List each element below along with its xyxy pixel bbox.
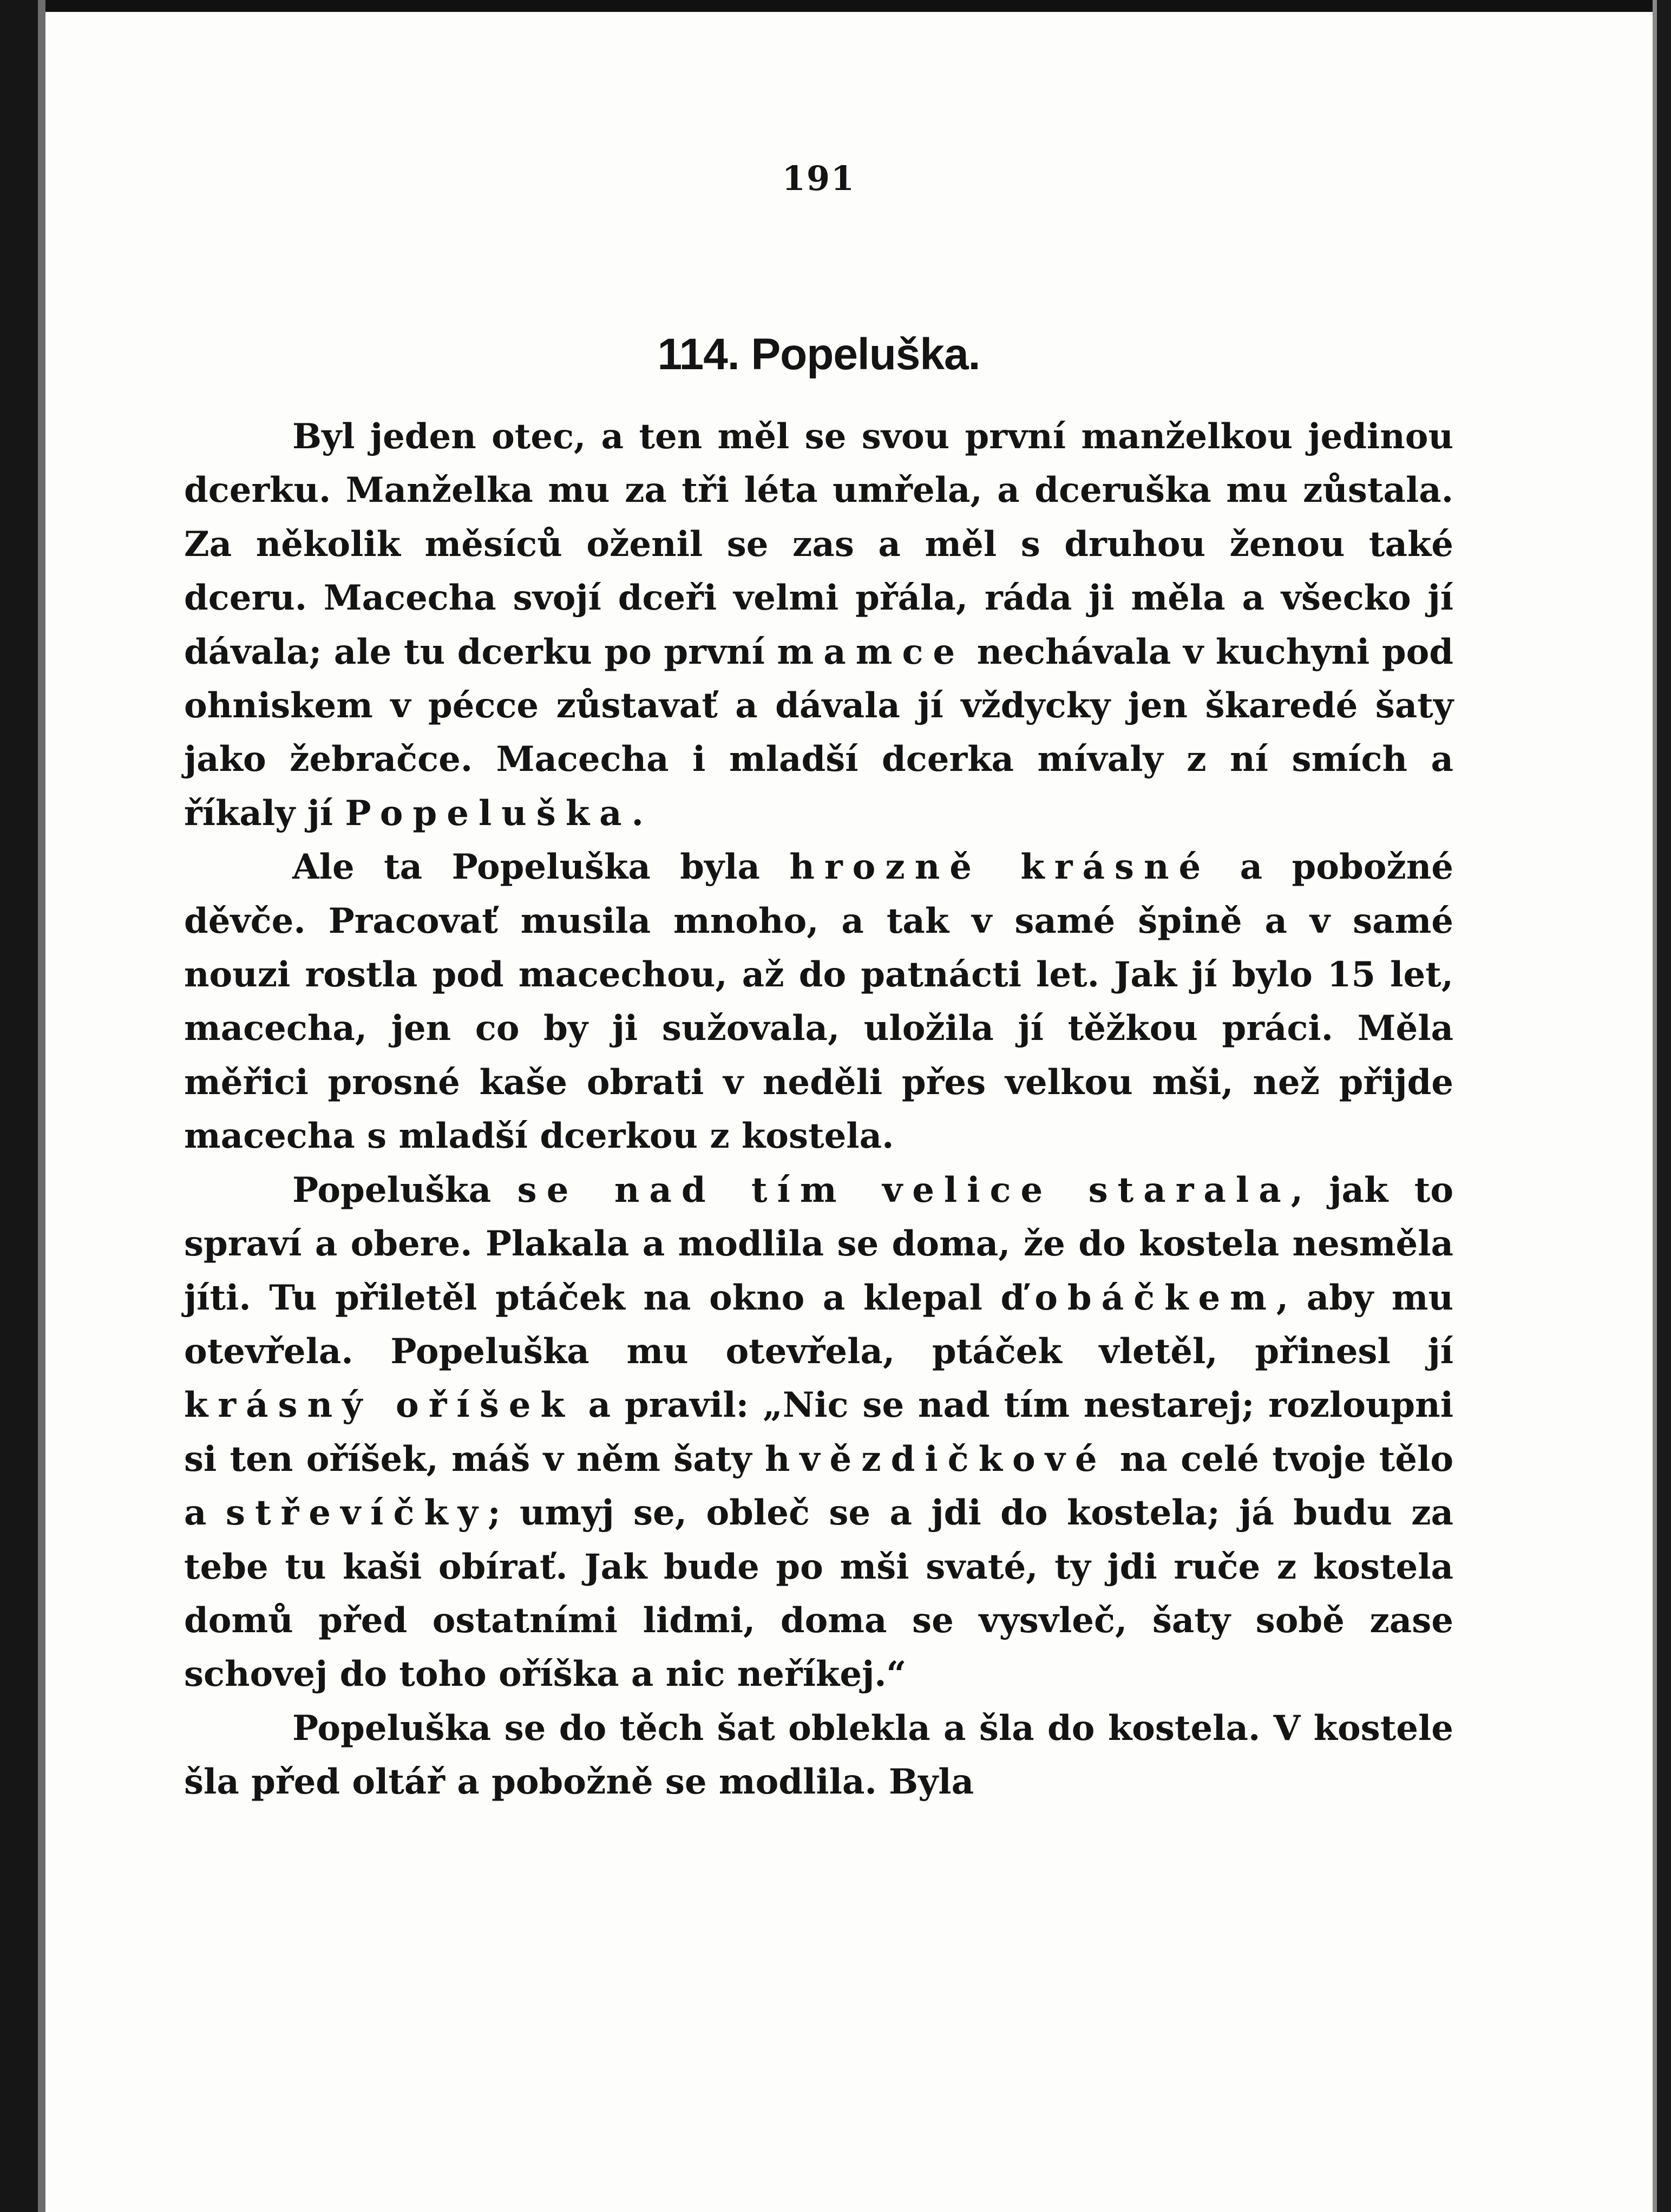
scan-edge-top	[0, 0, 1671, 12]
spaced-emphasis: ďobáčkem	[1000, 1277, 1276, 1318]
text-run: , jak to spraví a obere. Plakala a modlila se doma, že do kostela nesměla jíti. Tu přiletěl ptáček na okno a klepal	[184, 1169, 1454, 1318]
paragraph-1	[184, 410, 1453, 840]
scan-edge-right-shadow	[1653, 0, 1657, 2212]
body-text	[184, 410, 1453, 1809]
spaced-emphasis: se nad tím velice starala	[517, 1169, 1291, 1210]
paragraph-3	[184, 1163, 1453, 1701]
text-run: Byl jeden otec, a ten měl se svou první manželkou jedinou dcerku. Manželka mu za tři léta umřela, a dceruška mu zůstala. Za několik měsíců oženil se zas a měl s druhou ženou také dceru. Macecha svojí dceři velmi přála, ráda ji měla a všecko jí dávala; ale tu dcerku po první	[184, 416, 1453, 672]
spaced-emphasis: Popeluška	[345, 793, 632, 834]
text-run: ; umyj se, obleč se a jdi do kostela; já budu za tebe tu kaši obírať. Jak bude po mši svaté, ty jdi ruče z kostela domů před ostatními lidmi, doma se vysvleč, šaty sobě zase schovej do toho oříška a nic neříkej.“	[184, 1493, 1454, 1695]
text-run: na celé tvoje tělo a	[184, 1438, 1454, 1534]
page-content	[184, 157, 1453, 1809]
paragraph-4	[184, 1701, 1453, 1809]
scan-edge-left-shadow	[38, 0, 45, 2212]
spaced-emphasis: hvězdičkové	[764, 1438, 1107, 1480]
text-run: Popeluška se do těch šat oblekla a šla do kostela. V kostele šla před oltář a pobožně se modlila. Byla	[184, 1707, 1453, 1803]
spaced-emphasis: krásný oříšek	[184, 1385, 574, 1426]
scan-edge-left	[0, 0, 38, 2212]
text-run: a pravil: „Nic se nad tím nestarej; rozloupni si ten oříšek, máš v něm šaty	[184, 1385, 1454, 1480]
text-run: Ale ta Popeluška byla	[292, 847, 790, 888]
scan-edge-right	[1657, 0, 1671, 2212]
text-run: , aby mu otevřela. Popeluška mu otevřela, ptáček vletěl, přinesl jí	[184, 1277, 1454, 1372]
chapter-title: 114. Popeluška.	[657, 330, 980, 379]
spaced-emphasis: hrozně krásné	[789, 847, 1211, 888]
spaced-emphasis: střevíčky	[225, 1493, 488, 1534]
text-run: .	[631, 793, 644, 834]
text-run: Popeluška	[292, 1169, 517, 1210]
spaced-emphasis: mamce	[777, 631, 965, 672]
paragraph-2	[184, 840, 1453, 1163]
page-number: 191	[782, 159, 856, 198]
text-run: a pobožné děvče. Pracovať musila mnoho, a tak v samé špině a v samé nouzi rostla pod macechou, až do patnácti let. Jak jí bylo 15 let, macecha, jen co by ji sužovala, uložila jí těžkou práci. Měla měřici prosné kaše obrati v neděli přes velkou mši, než přijde macecha s mladší dcerkou z kostela.	[184, 847, 1454, 1157]
text-run: nechávala v kuchyni pod ohniskem v pécce zůstavať a dávala jí vždycky jen škaredé šaty jako žebračce. Macecha i mladší dcerka mívaly z ní smích a říkaly jí	[184, 631, 1454, 834]
